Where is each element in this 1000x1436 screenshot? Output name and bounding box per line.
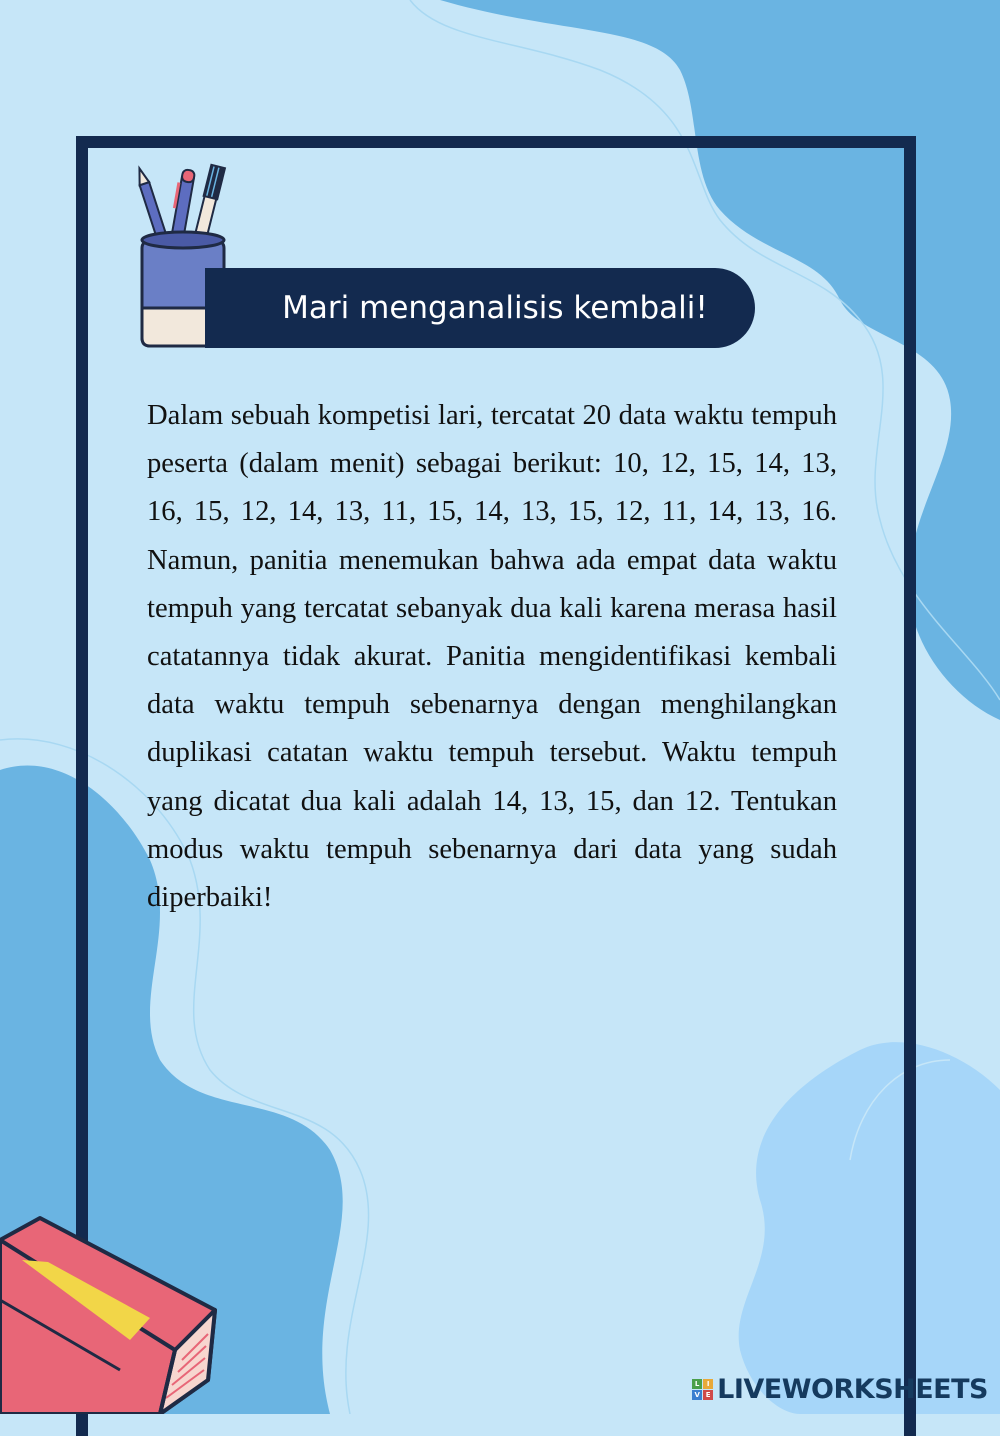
book-icon	[0, 1210, 225, 1414]
liveworksheets-logo-icon: L I V E	[692, 1379, 713, 1400]
liveworksheets-watermark	[692, 1374, 988, 1405]
section-title-banner	[205, 268, 755, 348]
watermark-text: LIVEWORKSHEETS	[717, 1374, 988, 1405]
section-title: Mari menganalisis kembali!	[282, 290, 708, 326]
problem-text: Dalam sebuah kompetisi lari, tercatat 20 data waktu tempuh peserta (dalam menit) sebagai berikut: 10, 12, 15, 14, 13, 16, 15, 12, 14, 13, 11, 15, 14, 13, 15, 12, 11, 14, 13, 16. Namun, panitia menemukan bahwa ada empat data waktu tempuh yang tercatat sebanyak dua kali karena merasa hasil catatannya tidak akurat. Panitia mengidentifikasi kembali data waktu tempuh sebenarnya dengan menghilangkan duplikasi catatan waktu tempuh tersebut. Waktu tempuh yang dicatat dua kali adalah 14, 13, 15, dan 12. Tentukan modus waktu tempuh sebenarnya dari data yang sudah diperbaiki!	[147, 400, 837, 914]
